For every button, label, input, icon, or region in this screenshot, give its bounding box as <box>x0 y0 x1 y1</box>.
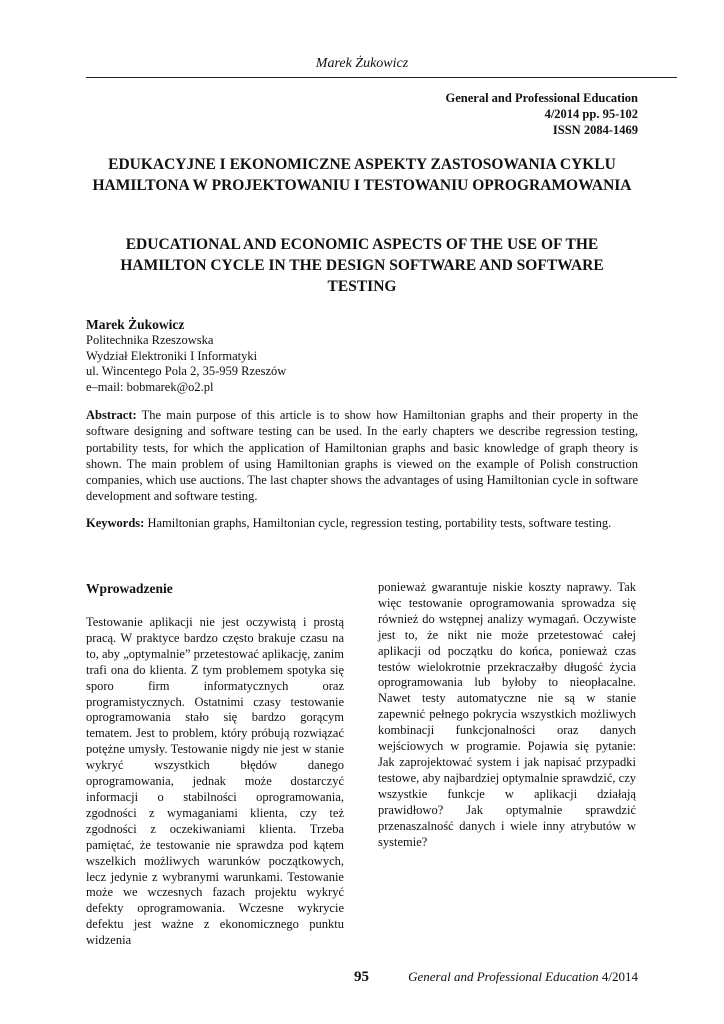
keywords <box>86 515 638 531</box>
journal-name: General and Professional Education <box>445 91 638 105</box>
author-institution: Politechnika Rzeszowska <box>86 333 214 347</box>
page-number: 95 <box>354 969 369 985</box>
keywords-text: Hamiltonian graphs, Hamiltonian cycle, regression testing, portability tests, software testing. <box>147 516 612 530</box>
author-faculty: Wydział Elektroniki I Informatyki <box>86 348 258 363</box>
footer-journal <box>408 969 638 985</box>
author-address: ul. Wincentego Pola 2, 35-959 Rzeszów <box>86 364 287 378</box>
journal-info <box>446 90 639 138</box>
abstract-label: Abstract: <box>86 408 137 422</box>
section-heading: Wprowadzenie <box>86 581 173 596</box>
paragraph-left: Testowanie aplikacji nie jest oczywistą i prostą pracą. W praktyce bardzo często brakuje czasu na to, aby „optymalnie” przetestować aplikację, zanim trafi ona do klienta. Z tym problemem spotyka się sporo firm informatycznych oraz programistycznych. Ostatnimi czasy testowanie oprogramowania stało się bardzo gorącym tematem. Jest to problem, który próbują rozwiązać potężne umysły. Testowanie nigdy nie jest w stanie wykryć wszystkich błędów danego oprogramowania, jednak może dostarczyć informacji o stabilności oprogramowania, zgodności z wymaganiami klienta, czy też zgodności z oczekiwaniami klienta. Trzeba pamiętać, że testowanie nie sprawdza pod kątem wszelkich możliwych warunków początkowych, lecz jedynie z wybranymi warunkami. Testowanie może we wczesnych fazach projektu wykryć defekty oprogramowania. Wczesne wykrycie defektu jest ważne z ekonomicznego punktu widzenia <box>86 615 344 948</box>
author-block <box>86 316 638 395</box>
issn: ISSN 2084-1469 <box>552 123 638 137</box>
body-column-right <box>378 580 636 850</box>
issue-pages: 4/2014 pp. 95-102 <box>544 107 638 121</box>
abstract <box>86 407 638 505</box>
footer-journal-name: General and Professional Education <box>408 969 599 984</box>
title-polish: EDUKACYJNE I EKONOMICZNE ASPEKTY ZASTOSOWANIA CYKLU HAMILTONA W PROJEKTOWANIU I TESTOWANIU OPROGRAMOWANIA <box>92 156 632 194</box>
footer-issue: 4/2014 <box>601 969 638 984</box>
author-email: e–mail: bobmarek@o2.pl <box>86 379 214 394</box>
title-english: EDUCATIONAL AND ECONOMIC ASPECTS OF THE USE OF THE HAMILTON CYCLE IN THE DESIGN SOFTWARE AND SOFTWARE TESTING <box>120 236 604 295</box>
header-rule <box>86 77 677 78</box>
abstract-text: The main purpose of this article is to show how Hamiltonian graphs and their property in the software designing and software testing can be used. In the early chapters we describe regression testing, portability tests, for which the application of Hamiltonian graphs and basic knowledge of graph theory is shown. The main problem of using Hamiltonian graphs is viewed on the example of Polish construction companies, which use auctions. The last chapter shows the advantages of using Hamiltonian cycle in software development and software testing. <box>86 408 638 504</box>
running-head: Marek Żukowicz <box>315 56 409 71</box>
body-column-left <box>86 580 344 949</box>
author-name: Marek Żukowicz <box>86 317 185 332</box>
keywords-label: Keywords: <box>86 516 145 530</box>
paragraph-right: ponieważ gwarantuje niskie koszty naprawy. Tak więc testowanie oprogramowania sprowadza się również do wstępnej analizy wymagań. Oczywiste jest to, że nikt nie może przetestować całej aplikacji od początku do końca, ponieważ czas testów wielokrotnie przekraczałby długość życia oprogramowania lub byłoby to nieopłacalne. Nawet testy automatyczne nie są w stanie zapewnić pełnego pokrycia wszystkich możliwych kombinacji funkcjonalności oraz danych wejściowych w programie. Pojawia się pytanie: Jak zaprojektować system i jak napisać przypadki testowe, aby najbardziej optymalnie sprawdzić, czy wszystkie funkcje w aplikacji działają prawidłowo? Jak optymalnie sprawdzić przenaszalność danych i wiele inny atrybutów w systemie? <box>378 580 636 849</box>
